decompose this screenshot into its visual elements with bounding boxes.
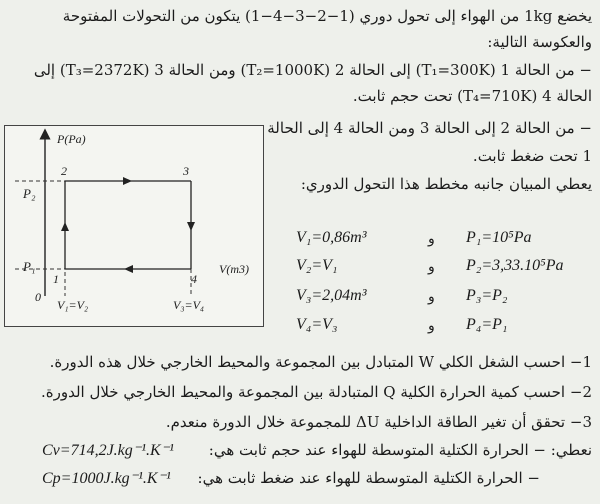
point-2-label: 2	[61, 164, 67, 178]
origin-label: 0	[35, 290, 41, 304]
p1-label: P₁	[23, 259, 36, 274]
relation-p-2: P₂=3,33.10⁵Pa	[466, 257, 564, 274]
intro-line-7: يعطي المبيان جانبه مخطط هذا التحول الدوري:	[300, 175, 592, 193]
given-cp-value: Cp=1000J.kg⁻¹.K⁻¹	[42, 470, 171, 487]
arrow-down-icon	[187, 222, 195, 231]
relation-and-2: و	[428, 259, 435, 275]
relation-p-1: P₁=10⁵Pa	[466, 229, 532, 246]
relation-v-3: V₃=2,04m³	[296, 287, 367, 304]
question-2: 2− احسب كمية الحرارة الكلية Q المتبادلة بين المجموعة والمحيط الخارجي خلال الدورة.	[40, 383, 592, 401]
given-cv-text: نعطي: − الحرارة الكتلية المتوسطة للهواء عند حجم ثابت هي:	[208, 441, 592, 459]
pv-diagram	[4, 125, 264, 327]
p2-label: P₂	[23, 186, 36, 201]
question-3: 3− تحقق أن تغير الطاقة الداخلية ΔU للمجموعة خلال الدورة منعدم.	[165, 413, 592, 431]
relation-v-4: V₄=V₃	[296, 316, 338, 333]
relation-and-3: و	[428, 289, 435, 305]
intro-line-1: يخضع 1kg من الهواء إلى تحول دوري (1−2−3−4−1) يتكون من التحولات المفتوحة	[62, 7, 592, 25]
point-3-label: 3	[183, 164, 189, 178]
v-axis-label: V(m3)	[219, 262, 249, 276]
relation-p-4: P₄=P₁	[466, 316, 508, 333]
given-cp-text: − الحرارة الكتلية المتوسطة للهواء عند ضغط ثابت هي:	[197, 469, 540, 487]
relation-v-1: V₁=0,86m³	[296, 229, 367, 246]
intro-line-6: 1 تحت ضغط ثابت.	[472, 147, 592, 165]
intro-line-2: والعكوسة التالية:	[487, 33, 592, 51]
arrow-up-icon	[61, 222, 69, 231]
relation-v-2: V₂=V₁	[296, 257, 338, 274]
relation-and-1: و	[428, 231, 435, 247]
arrow-right-icon	[123, 177, 132, 185]
relation-and-4: و	[428, 318, 435, 334]
given-cv-value: Cv=714,2J.kg⁻¹.K⁻¹	[42, 442, 174, 459]
intro-line-5: − من الحالة 2 إلى الحالة 3 ومن الحالة 4 إلى الحالة	[267, 119, 592, 137]
v34-label: V₃=V₄	[173, 298, 205, 312]
intro-line-3: − من الحالة 1 (T₁=300K) إلى الحالة 2 (T₂=1000K) ومن الحالة 3 (T₃=2372K) إلى	[33, 61, 592, 79]
question-1: 1− احسب الشغل الكلي W المتبادل بين المجموعة والمحيط الخارجي خلال هذه الدورة.	[49, 353, 592, 371]
v12-label: V₁=V₂	[57, 298, 89, 312]
p-axis-label: P(Pa)	[57, 132, 86, 146]
relation-p-3: P₃=P₂	[466, 287, 508, 304]
intro-line-4: الحالة 4 (T₄=710K) تحت حجم ثابت.	[352, 87, 592, 105]
point-1-label: 1	[53, 272, 59, 286]
point-4-label: 4	[191, 272, 197, 286]
arrow-left-icon	[124, 265, 133, 273]
